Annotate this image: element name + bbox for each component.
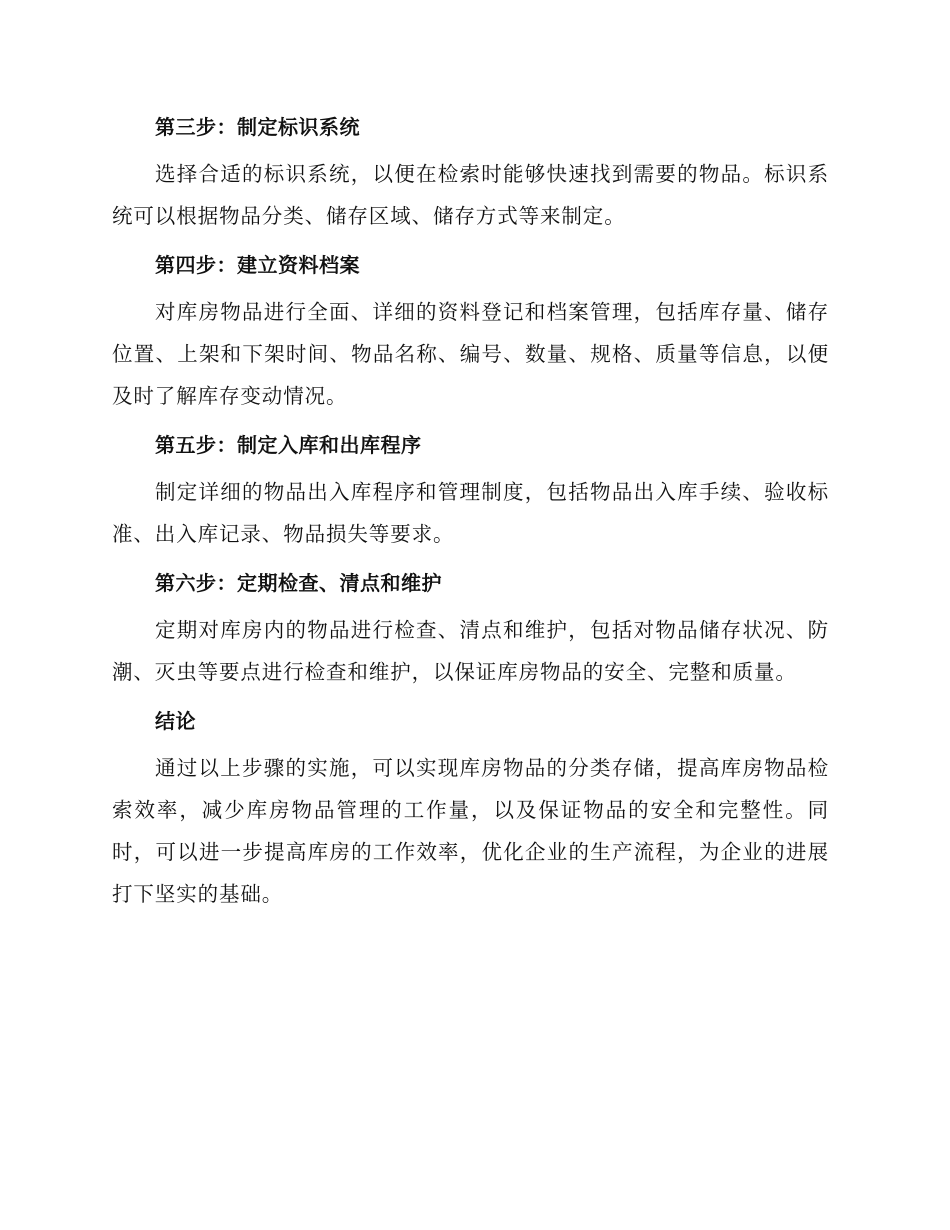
section-paragraph-conclusion: 通过以上步骤的实施，可以实现库房物品的分类存储，提高库房物品检索效率，减少库房物品管理的工作量，以及保证物品的安全和完整性。同时，可以进一步提高库房的工作效率，优化企业的生产流程，为企业的进展打下坚实的基础。 — [112, 756, 829, 906]
section-heading-conclusion: 结论 — [155, 709, 196, 733]
section-paragraph-step-6: 定期对库房内的物品进行检查、清点和维护，包括对物品储存状况、防潮、灭虫等要点进行检查和维护，以保证库房物品的安全、完整和质量。 — [112, 618, 829, 684]
section-heading-step-5: 第五步：制定入库和出库程序 — [155, 433, 422, 457]
section-heading-step-3: 第三步：制定标识系统 — [155, 115, 360, 139]
section-paragraph-step-4: 对库房物品进行全面、详细的资料登记和档案管理，包括库存量、储存位置、上架和下架时间、物品名称、编号、数量、规格、质量等信息，以便及时了解库存变动情况。 — [112, 300, 829, 408]
section-paragraph-step-3: 选择合适的标识系统，以便在检索时能够快速找到需要的物品。标识系统可以根据物品分类、储存区域、储存方式等来制定。 — [112, 162, 829, 228]
section-paragraph-step-5: 制定详细的物品出入库程序和管理制度，包括物品出入库手续、验收标准、出入库记录、物品损失等要求。 — [112, 480, 829, 546]
section-heading-step-6: 第六步：定期检查、清点和维护 — [155, 571, 442, 595]
section-heading-step-4: 第四步：建立资料档案 — [155, 253, 360, 277]
